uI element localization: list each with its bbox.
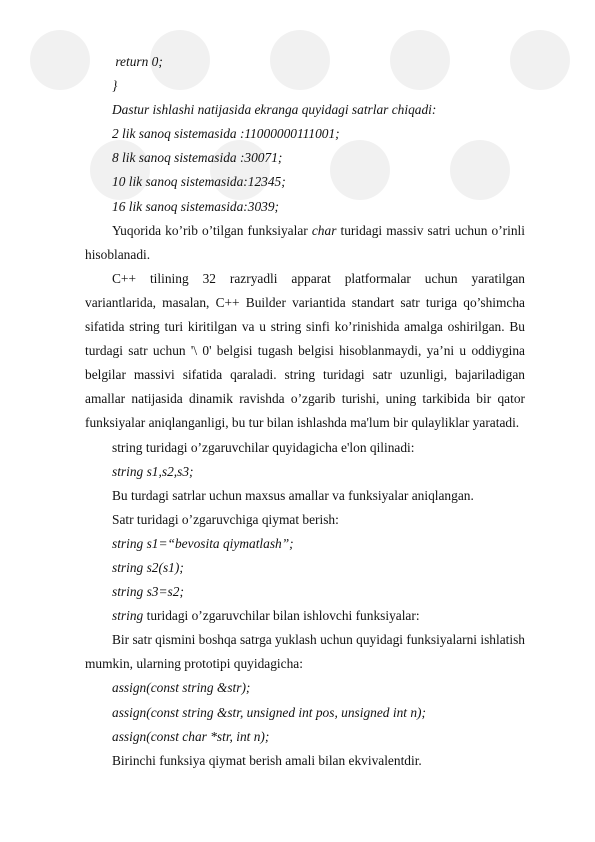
output-line: 2 lik sanoq sistemasida :11000000111001;: [112, 126, 340, 142]
text-span: turidagi massiv satri uchun o’rinli hisoblanadi.: [85, 222, 525, 262]
code-prototype: assign(const char *str, int n);: [112, 728, 270, 744]
output-line: 16 lik sanoq sistemasida:3039;: [112, 198, 280, 214]
text-span: Yuqorida ko’rib o’tilgan funksiyalar: [112, 222, 312, 238]
code-close-brace: }: [112, 78, 118, 94]
code-assign-line: string s3=s2;: [112, 584, 184, 600]
code-prototype: assign(const string &str, unsigned int pos, unsigned int n);: [112, 704, 426, 720]
output-intro: Dastur ishlashi natijasida ekranga quyidagi satrlar chiqadi:: [112, 102, 437, 118]
paragraph-string-type: C++ tilining 32 razryadli apparat platformalar uchun yaratilgan variantlarida, masalan, C++ Builder variantida standart satr turiga qo’shimcha sifatida string turi kiritilgan va u string sinfi ko’rinishida amalga oshirilgan. Bu turdagi satr uchun '\ 0' belgisi tugash belgisi hisoblanmaydi, ya’ni u oddiygina belgilar massivi sifatida qaraladi. string turidagi satr uzunligi, bajariladigan amallar natijasida dinamik ravishda o’zgarib turishi, uning tarkibida bir qator funksiyalar aniqlanganligi, bu tur bilan ishlashda ma'lum bir qulayliklar yaratadi.: [85, 270, 525, 431]
keyword-char: char: [311, 222, 337, 238]
paragraph-first-function: Birinchi funksiya qiymat berish amali bilan ekvivalentdir.: [112, 752, 422, 768]
paragraph-assign-functions: Bir satr qismini boshqa satrga yuklash uchun quyidagi funksiyalarni ishlatish mumkin, ularning prototipi quyidagicha:: [85, 632, 525, 672]
code-declaration: string s1,s2,s3;: [112, 463, 194, 479]
code-assign-line: string s2(s1);: [112, 559, 184, 575]
code-assign-line: string s1=“bevosita qiymatlash”;: [112, 535, 294, 551]
output-line: 8 lik sanoq sistemasida :30071;: [112, 150, 283, 166]
document-page: [85, 50, 525, 773]
text-span: turidagi o’zgaruvchilar bilan ishlovchi funksiyalar:: [143, 608, 420, 624]
keyword-string: string: [112, 608, 144, 624]
output-line: 10 lik sanoq sistemasida:12345;: [112, 174, 286, 190]
code-return-line: return 0;: [112, 54, 163, 69]
paragraph-assignment-intro: Satr turidagi o’zgaruvchiga qiymat berish:: [112, 511, 339, 527]
paragraph-string-functions: [85, 604, 525, 628]
paragraph-char-functions: [85, 219, 525, 267]
paragraph-special-ops: Bu turdagi satrlar uchun maxsus amallar va funksiyalar aniqlangan.: [112, 487, 474, 503]
paragraph-declaration-intro: string turidagi o’zgaruvchilar quyidagicha e'lon qilinadi:: [112, 439, 415, 455]
code-prototype: assign(const string &str);: [112, 680, 251, 696]
